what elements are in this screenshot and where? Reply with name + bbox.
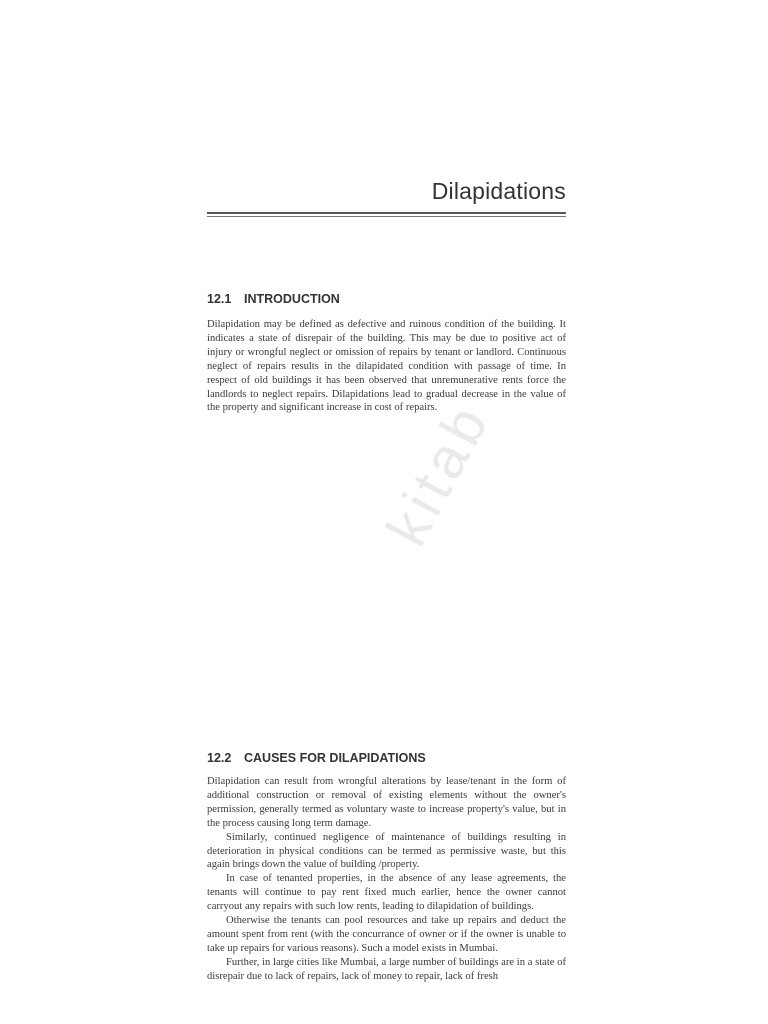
chapter-title: Dilapidations xyxy=(431,178,566,204)
title-rule-thin xyxy=(207,216,566,217)
paragraph: Dilapidation may be defined as defective and ruinous condition of the building. It indicates a state of disrepair of the building. This may be due to positive act of injury or wrongful neglect or omission of repairs by tenant or landlord. Continuous neglect of repairs results in the dilapidated condition with passage of time. In respect of old buildings it has been observed that unremunerative rents force the landlords to neglect repairs. Dilapidations lead to gradual decrease in the value of the property and significant increase in cost of repairs. xyxy=(207,319,566,414)
paragraph: Further, in large cities like Mumbai, a large number of buildings are in a state of disrepair due to lack of repairs, lack of money to repair, lack of fresh xyxy=(207,956,566,982)
section-heading-causes xyxy=(207,751,566,765)
watermark-text: kitab xyxy=(374,390,504,557)
paragraph: Similarly, continued negligence of maintenance of buildings resulting in deterioration in physical conditions can be termed as permissive waste, but this again brings down the value of building /property. xyxy=(207,831,566,871)
section-title: CAUSES FOR DILAPIDATIONS xyxy=(244,751,426,765)
paragraph: In case of tenanted properties, in the absence of any lease agreements, the tenants will continue to pay rent fixed much earlier, hence the owner cannot carryout any repairs with such low rents, leading to dilapidation of buildings. xyxy=(207,873,566,913)
section-number: 12.1 xyxy=(207,292,232,306)
section-heading-introduction xyxy=(207,292,566,306)
title-rule-thick xyxy=(207,212,566,214)
watermark xyxy=(300,220,560,840)
section-body-introduction xyxy=(207,318,566,415)
section-number: 12.2 xyxy=(207,751,232,765)
section-title: INTRODUCTION xyxy=(244,292,340,306)
paragraph: Dilapidation can result from wrongful alterations by lease/tenant in the form of additional construction or removal of existing elements without the owner's permission, generally termed as voluntary waste to increase property's value, but in the process causing long term damage. xyxy=(207,776,566,829)
section-body-causes xyxy=(207,775,566,984)
paragraph: Otherwise the tenants can pool resources and take up repairs and deduct the amount spent from rent (with the concurrance of owner or if the owner is unable to take up repairs for various reasons). Such a model exists in Mumbai. xyxy=(207,915,566,954)
